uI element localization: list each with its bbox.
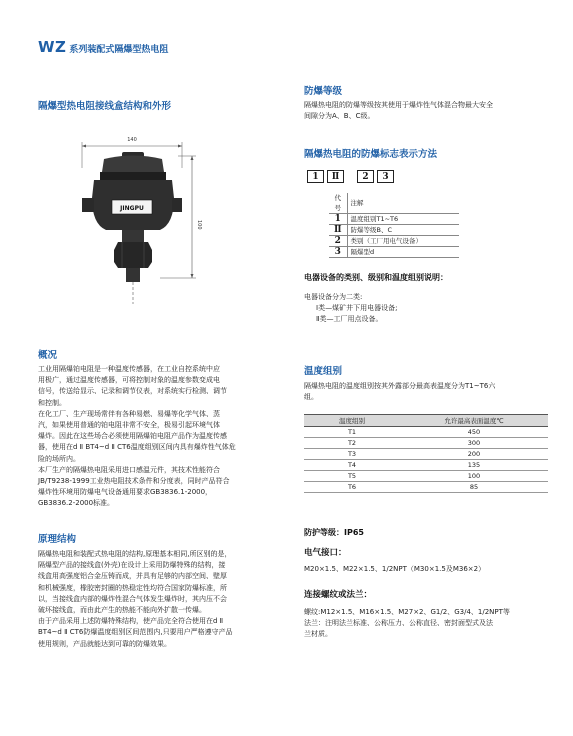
width-dimension: 140: [127, 137, 137, 143]
page-title: [38, 38, 168, 56]
principle-text: 隔爆热电阻和装配式热电阻的结构,原理基本相同,所区别的是， 隔爆型产品的接线盒(外壳)在设计上采用防爆特殊的结构，接 线盒用高强度铝合金压铸而成，并具有足够的内部空间、壁厚 和机械强度，橡胶密封圈的热稳定性均符合国家防爆标准，所 以，当接线盒内部的爆炸性混合气体发生爆炸时，其内压不会 破坏接线盒，而由此产生的热能不能向外扩散一传爆。 由于产品采用上述防爆特殊结构，使产品完全符合使用在d Ⅱ BT4~d Ⅱ CT6防爆温度组别区间范围内,只要用户严格遵守产品 使用规则，产品就能达到可靠的防爆效果。: [38, 550, 233, 648]
table-row: T4 135: [304, 460, 548, 471]
table-row: T1 450: [304, 427, 548, 438]
category-heading: 电器设备的类别、级别和温度组别说明：: [304, 273, 448, 282]
temp-col-header-group: 温度组别: [304, 415, 400, 427]
legend-header-code: 代号: [329, 193, 347, 214]
series-name: 系列装配式隔爆型热电阻: [69, 45, 169, 55]
overview-text: 工业用隔爆铂电阻是一种温度传感器，在工业自控系统中应 用极广，通过温度传感器，可将控制对象的温度参数变成电 信号，传送给显示、记录和调节仪表，对系统实行检测、调节 和控制。 在化工厂、生产现场常伴有各种易燃、易爆等化学气体、蒸 汽，如果使用普通的铂电阻非常不安全，极易引起环境气体 爆炸。因此在这些场合必须使用隔爆铂电阻产品作为温度传感 器，使用在d Ⅱ BT4~d Ⅱ CT6温度组别区间内具有爆炸性气体危 险的场所内。 本厂生产的隔爆热电阻采用进口感温元件，其技术性能符合 JB/T9238-1999工业热电阻技术条件和分度表，同时产品符合 爆炸性环境用防爆电气设备通用要求GB3836.1-2000， GB3836.2-2000标准。: [38, 365, 236, 508]
series-brand: WZ: [38, 38, 67, 56]
table-row: T2 300: [304, 438, 548, 449]
tempgroup-text: 隔爆热电阻的温度组别按其外露部分最高表温度分为T1~T6六 组。: [304, 382, 496, 402]
code-box: 3: [377, 170, 394, 183]
table-row: T5 100: [304, 471, 548, 482]
explosion-mark-codes: [307, 170, 394, 183]
code-box: 2: [357, 170, 374, 183]
table-row: Ⅱ 防爆等级B、C: [329, 225, 459, 236]
height-dimension: 100: [196, 220, 202, 230]
principle-heading: 原理结构: [38, 534, 77, 545]
temp-col-header-max: 允许最高表面温度℃: [400, 415, 548, 427]
table-row: 3 隔爆型d: [329, 247, 459, 258]
table-row: T6 85: [304, 482, 548, 493]
mark-heading: 隔爆热电阻的防爆标志表示方法: [304, 149, 438, 160]
logo-text: JINGPU: [120, 205, 144, 212]
legend-header-note: 注解: [347, 193, 459, 214]
table-row: T3 200: [304, 449, 548, 460]
grade-text: 隔爆热电阻的防爆等级按其使用于爆炸性气体混合物最大安全 间隙分为A、B、C级。: [304, 101, 493, 121]
table-row: 2 类别（工厂用电气设备）: [329, 236, 459, 247]
junction-box-drawing: [60, 128, 210, 308]
temperature-table: [304, 414, 548, 493]
structure-heading: 隔爆型热电阻接线盒结构和外形: [38, 101, 172, 112]
code-box: Ⅱ: [327, 170, 344, 183]
overview-heading: 概况: [38, 350, 58, 361]
thread-heading: 连接螺纹或法兰：: [304, 590, 373, 600]
code-legend-table: [329, 193, 459, 258]
tempgroup-heading: 温度组别: [304, 366, 343, 377]
electric-value: M20×1.5、M22×1.5、1/2NPT（M30×1.5及M36×2）: [304, 565, 486, 573]
grade-heading: 防爆等级: [304, 86, 343, 97]
table-row: 1 温度组别T1~T6: [329, 214, 459, 225]
thread-text: 螺纹:M12×1.5、M16×1.5、M27×2、G1/2、G3/4、1/2NPT等 法兰：注明法兰标准、公称压力、公称直径、密封面型式及法 兰材质。: [304, 608, 510, 639]
code-box: 1: [307, 170, 324, 183]
electric-heading: 电气接口：: [304, 548, 347, 558]
category-text: 电器设备分为二类: Ⅰ类—煤矿井下用电器设备; Ⅱ类—工厂用点设备。: [304, 293, 398, 324]
protection-rating: 防护等级：IP65: [304, 528, 364, 537]
